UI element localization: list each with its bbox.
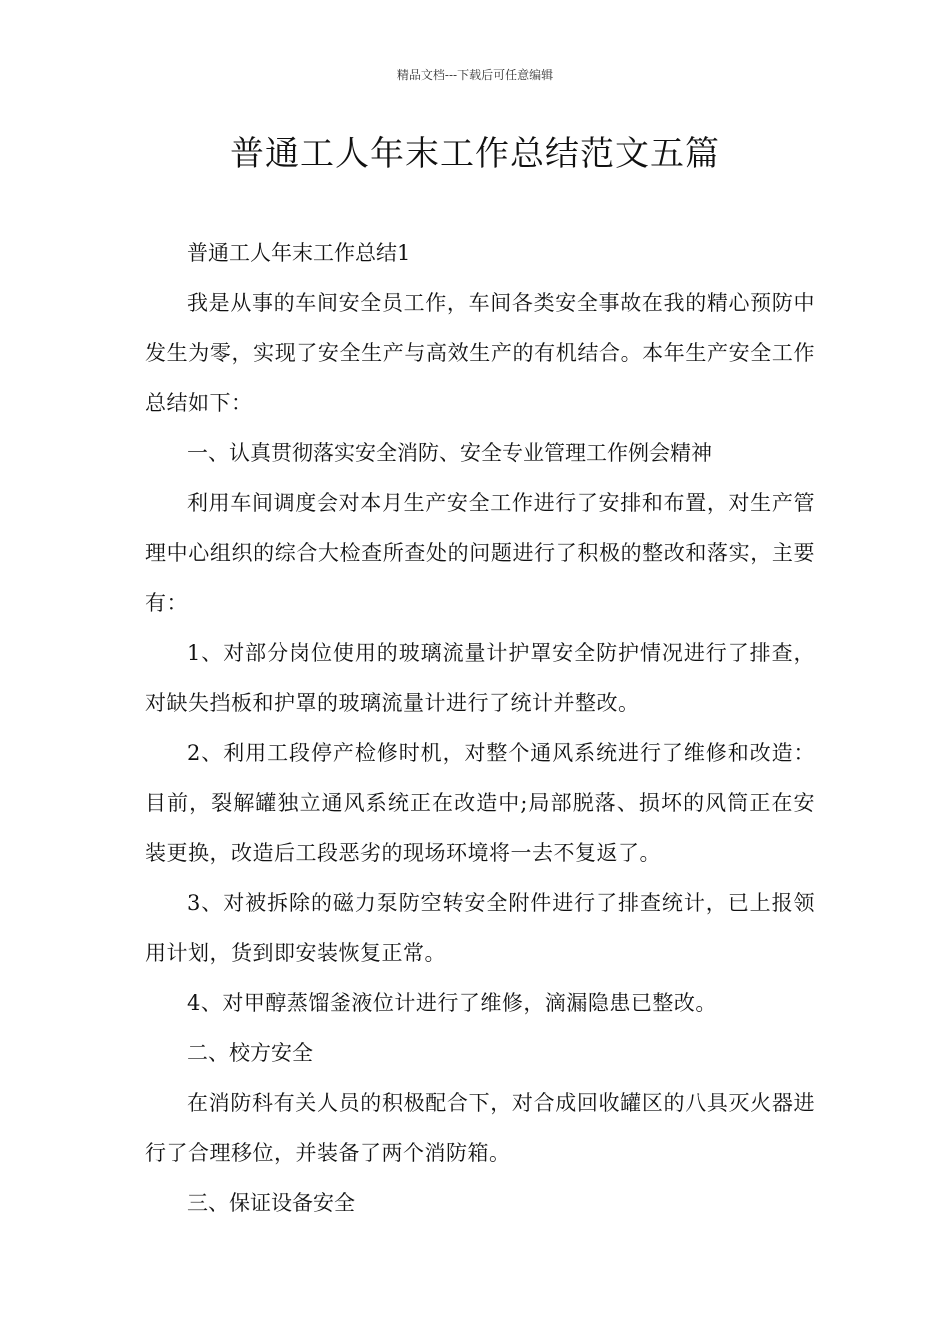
paragraph: 3、对被拆除的磁力泵防空转安全附件进行了排查统计，已上报领用计划，货到即安装恢复正常。 [145, 891, 815, 965]
paragraph: 利用车间调度会对本月生产安全工作进行了安排和布置，对生产管理中心组织的综合大检查所查处的问题进行了积极的整改和落实，主要有： [145, 491, 815, 615]
section-heading: 一、认真贯彻落实安全消防、安全专业管理工作例会精神 [187, 441, 712, 465]
paragraph: 4、对甲醇蒸馏釜液位计进行了维修，滴漏隐患已整改。 [187, 991, 717, 1015]
paragraph: 1、对部分岗位使用的玻璃流量计护罩安全防护情况进行了排查，对缺失挡板和护罩的玻璃流量计进行了统计并整改。 [145, 641, 815, 715]
paragraph: 2、利用工段停产检修时机，对整个通风系统进行了维修和改造：目前，裂解罐独立通风系统正在改造中;局部脱落、损坏的风筒正在安装更换，改造后工段恶劣的现场环境将一去不复返了。 [145, 741, 815, 865]
paragraph: 在消防科有关人员的积极配合下，对合成回收罐区的八具灭火器进行了合理移位，并装备了两个消防箱。 [145, 1091, 815, 1165]
header-note: 精品文档---下载后可任意编辑 [396, 68, 554, 82]
section-heading: 二、校方安全 [187, 1041, 313, 1065]
document-title: 普通工人年末工作总结范文五篇 [230, 134, 720, 174]
section-heading: 普通工人年末工作总结1 [187, 241, 411, 265]
paragraph: 我是从事的车间安全员工作，车间各类安全事故在我的精心预防中发生为零，实现了安全生产与高效生产的有机结合。本年生产安全工作总结如下： [145, 291, 815, 415]
document-body [145, 228, 815, 1228]
section-heading: 三、保证设备安全 [187, 1191, 355, 1215]
